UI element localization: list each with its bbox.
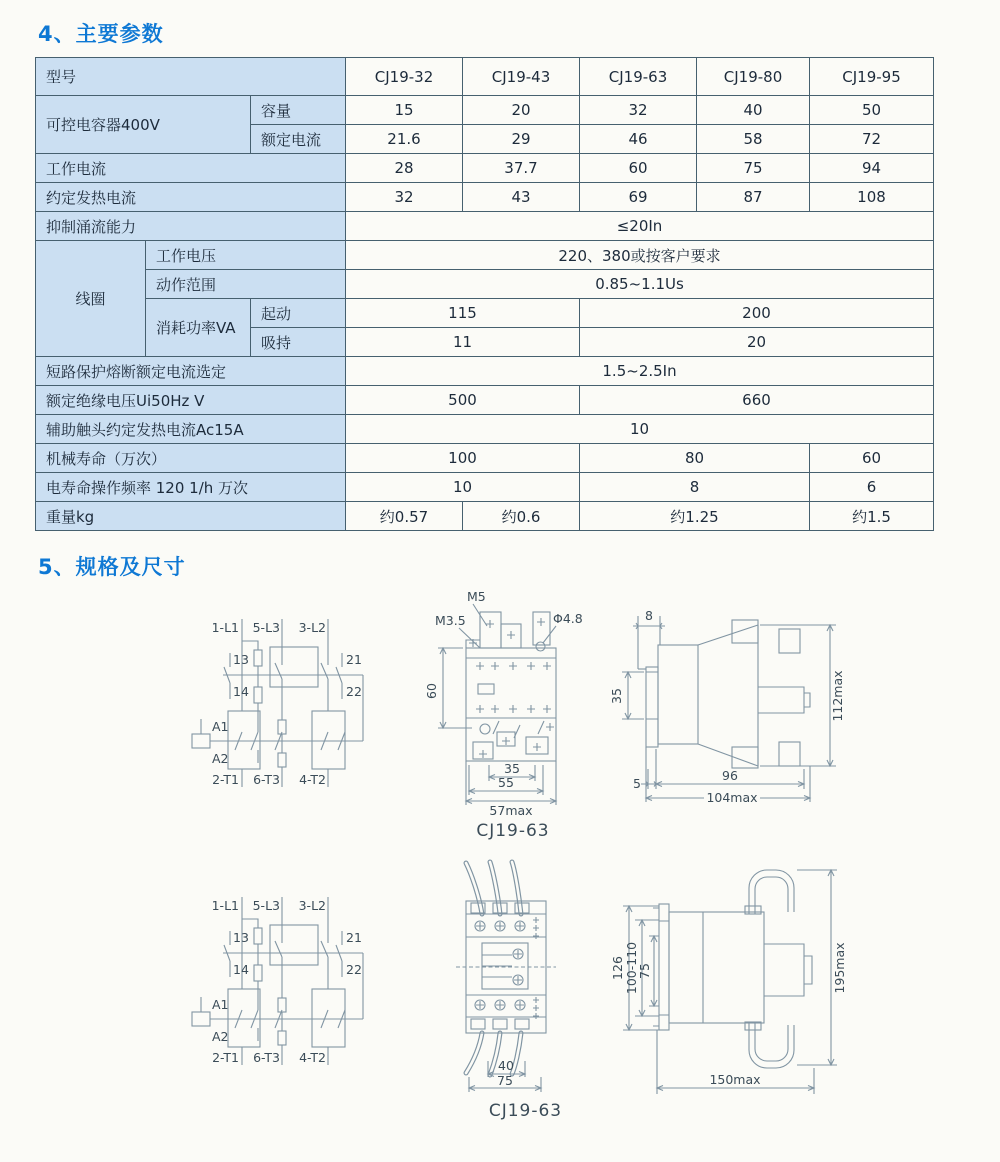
row-label-capacitor: 可控电容器400V <box>36 96 251 154</box>
value-cell: 80 <box>580 444 810 473</box>
aux-contact-label: 22 <box>346 962 362 977</box>
dim-label-150max: 150max <box>709 1072 761 1087</box>
value-cell: 21.6 <box>346 125 463 154</box>
front-view-drawing-1 <box>423 585 603 817</box>
front-view-drawing-2 <box>438 857 613 1097</box>
row-label-elec-life: 电寿命操作频率 120 1/h 万次 <box>36 473 346 502</box>
dim-label-75: 75 <box>637 963 652 979</box>
section-5-title: 5、规格及尺寸 <box>38 555 186 579</box>
row-label-inrush: 抑制涌流能力 <box>36 212 346 241</box>
dim-label-35: 35 <box>504 761 520 776</box>
row-label-hold: 吸持 <box>251 328 346 357</box>
aux-contact-label: 14 <box>233 684 249 699</box>
value-cell: 50 <box>810 96 934 125</box>
value-cell: 200 <box>580 299 934 328</box>
value-cell: 0.85~1.1Us <box>346 270 934 299</box>
drawing-caption: CJ19-63 <box>476 821 550 841</box>
row-label-insulation: 额定绝缘电压Ui50Hz V <box>36 386 346 415</box>
value-cell: ≤20In <box>346 212 934 241</box>
value-cell: 11 <box>346 328 580 357</box>
coil-terminal-label: A1 <box>212 997 229 1012</box>
terminal-label: 1-L1 <box>211 620 239 635</box>
terminal-label: 2-T1 <box>212 772 239 787</box>
value-cell: 87 <box>697 183 810 212</box>
row-label-thermal-current: 约定发热电流 <box>36 183 346 212</box>
dim-label-96: 96 <box>722 768 738 783</box>
dim-label-5: 5 <box>633 776 641 791</box>
terminal-label: 6-T3 <box>253 1050 280 1065</box>
value-cell: 58 <box>697 125 810 154</box>
model-header: CJ19-43 <box>463 58 580 96</box>
dim-label-35: 35 <box>609 688 624 704</box>
value-cell: 约1.5 <box>810 502 934 531</box>
value-cell: 1.5~2.5In <box>346 357 934 386</box>
value-cell: 32 <box>580 96 697 125</box>
row-label-aux-contact: 辅助触头约定发热电流Ac15A <box>36 415 346 444</box>
row-label-weight: 重量kg <box>36 502 346 531</box>
row-label-mech-life: 机械寿命（万次） <box>36 444 346 473</box>
aux-contact-label: 13 <box>233 652 249 667</box>
wiring-diagram-2 <box>185 881 400 1076</box>
dim-label-8: 8 <box>645 608 653 623</box>
terminal-label: 4-T2 <box>299 772 326 787</box>
value-cell: 约0.6 <box>463 502 580 531</box>
value-cell: 60 <box>580 154 697 183</box>
value-cell: 15 <box>346 96 463 125</box>
value-cell: 46 <box>580 125 697 154</box>
dim-label-hole: Φ4.8 <box>553 611 583 626</box>
value-cell: 108 <box>810 183 934 212</box>
dim-label-100-110: 100-110 <box>624 941 639 995</box>
side-view-drawing-2 <box>607 858 872 1103</box>
wiring-diagram-1 <box>185 603 400 798</box>
value-cell: 10 <box>346 473 580 502</box>
side-view-lines <box>623 870 837 1094</box>
aux-contact-label: 21 <box>346 652 362 667</box>
dim-label-55: 55 <box>498 775 514 790</box>
dimension-drawings-area <box>0 585 1000 1162</box>
value-cell: 94 <box>810 154 934 183</box>
value-cell: 500 <box>346 386 580 415</box>
value-cell: 40 <box>697 96 810 125</box>
row-label-rated-current: 额定电流 <box>251 125 346 154</box>
value-cell: 6 <box>810 473 934 502</box>
terminal-label: 5-L3 <box>252 898 280 913</box>
terminal-label: 5-L3 <box>252 620 280 635</box>
value-cell: 37.7 <box>463 154 580 183</box>
dim-label-126: 126 <box>610 956 625 980</box>
dim-label-60: 60 <box>424 683 439 699</box>
terminal-label: 6-T3 <box>253 772 280 787</box>
value-cell: 115 <box>346 299 580 328</box>
value-cell: 29 <box>463 125 580 154</box>
dim-label-112max: 112max <box>830 670 845 722</box>
row-label-coil: 线圈 <box>36 241 146 357</box>
value-cell: 60 <box>810 444 934 473</box>
row-label-working-voltage: 工作电压 <box>146 241 346 270</box>
value-cell: 10 <box>346 415 934 444</box>
value-cell: 约1.25 <box>580 502 810 531</box>
dim-label-m5: M5 <box>467 589 486 604</box>
value-cell: 220、380或按客户要求 <box>346 241 934 270</box>
row-label-action-range: 动作范围 <box>146 270 346 299</box>
row-label-capacity: 容量 <box>251 96 346 125</box>
value-cell: 8 <box>580 473 810 502</box>
model-header: CJ19-80 <box>697 58 810 96</box>
row-label-fuse: 短路保护熔断额定电流选定 <box>36 357 346 386</box>
section-4-title: 4、主要参数 <box>38 22 164 46</box>
row-label-model: 型号 <box>36 58 346 96</box>
row-label-working-current: 工作电流 <box>36 154 346 183</box>
value-cell: 32 <box>346 183 463 212</box>
dim-label-40: 40 <box>498 1058 514 1073</box>
value-cell: 69 <box>580 183 697 212</box>
value-cell: 20 <box>463 96 580 125</box>
dim-label-75: 75 <box>497 1073 513 1088</box>
model-header: CJ19-95 <box>810 58 934 96</box>
front-view-lines <box>438 604 556 805</box>
coil-terminal-label: A2 <box>212 1029 229 1044</box>
terminal-label: 3-L2 <box>298 620 326 635</box>
value-cell: 约0.57 <box>346 502 463 531</box>
dim-label-104max: 104max <box>706 790 758 805</box>
value-cell: 100 <box>346 444 580 473</box>
main-parameters-table <box>35 57 934 531</box>
value-cell: 43 <box>463 183 580 212</box>
value-cell: 20 <box>580 328 934 357</box>
terminal-label: 3-L2 <box>298 898 326 913</box>
value-cell: 72 <box>810 125 934 154</box>
row-label-start: 起动 <box>251 299 346 328</box>
terminal-label: 2-T1 <box>212 1050 239 1065</box>
side-view-drawing-1 <box>608 599 863 809</box>
aux-contact-label: 22 <box>346 684 362 699</box>
drawing-caption: CJ19-63 <box>488 1101 563 1121</box>
model-header: CJ19-63 <box>580 58 697 96</box>
aux-contact-label: 14 <box>233 962 249 977</box>
aux-contact-label: 21 <box>346 930 362 945</box>
dim-label-57max: 57max <box>489 803 533 817</box>
lead-wires <box>466 862 521 1075</box>
terminal-label: 1-L1 <box>211 898 239 913</box>
coil-terminal-label: A2 <box>212 751 229 766</box>
terminal-label: 4-T2 <box>299 1050 326 1065</box>
value-cell: 28 <box>346 154 463 183</box>
coil-terminal-label: A1 <box>212 719 229 734</box>
value-cell: 75 <box>697 154 810 183</box>
dim-label-m3-5: M3.5 <box>435 613 466 628</box>
model-header: CJ19-32 <box>346 58 463 96</box>
value-cell: 660 <box>580 386 934 415</box>
row-label-power-consumption: 消耗功率VA <box>146 299 251 357</box>
aux-contact-label: 13 <box>233 930 249 945</box>
dim-label-195max: 195max <box>832 942 847 994</box>
